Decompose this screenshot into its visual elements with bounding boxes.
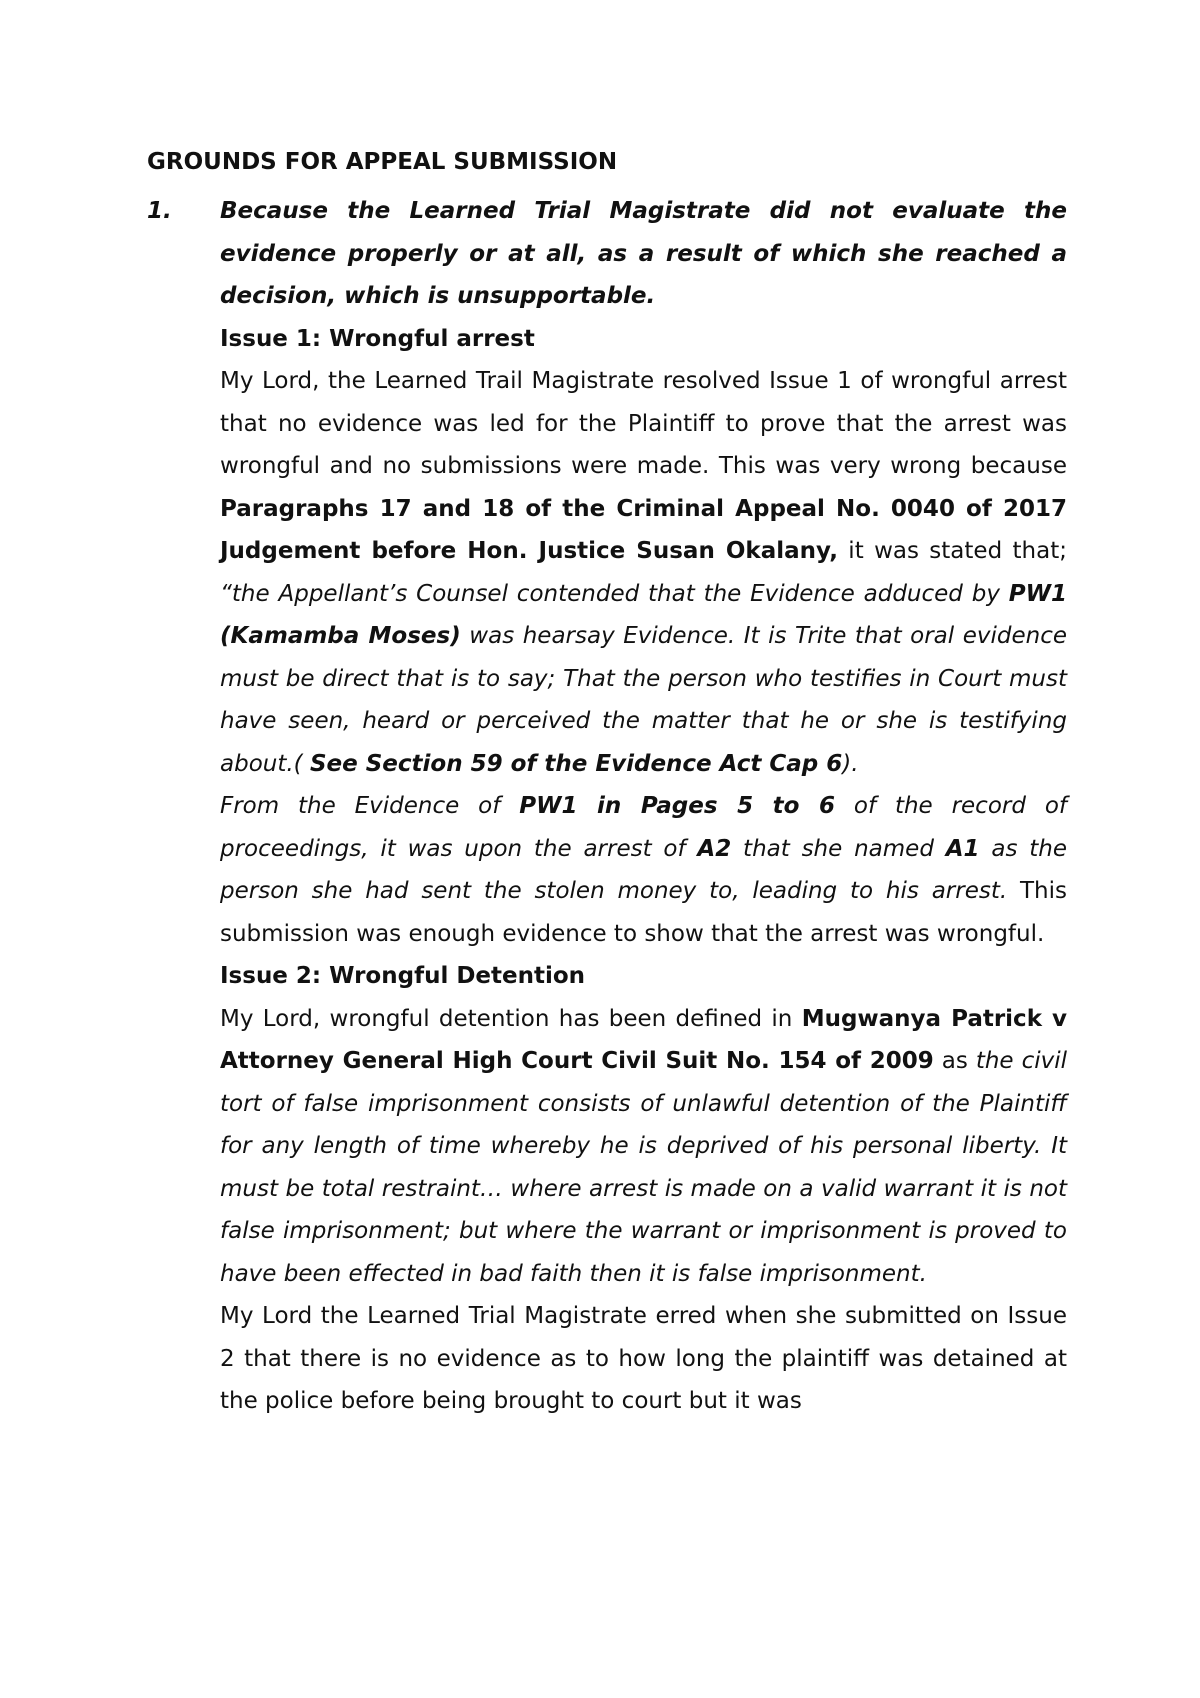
text-run: My Lord, the Learned Trail Magistrate resolved Issue 1 of wrongful arrest that no evidence was led for the Plaintiff to prove that the arrest was wrongful and no submissions were made. This was very wrong because — [220, 368, 1067, 479]
ground-body — [220, 190, 1067, 1423]
text-run-bold-italic: PW1 in Pages 5 to 6 — [519, 793, 836, 819]
text-run-bold: Paragraphs 17 and 18 of the Criminal Appeal No. 0040 of 2017 Judgement before Hon. Justice Susan Okalany, — [220, 495, 1067, 564]
text-run-italic: as the person she had sent the stolen money to, leading to his arrest. — [220, 835, 1067, 904]
ground-number: 1. — [147, 198, 172, 224]
text-run-bold-italic: A2 — [697, 835, 732, 862]
text-run-italic: was hearsay Evidence. It is Trite that oral evidence must be direct that is to say; That the person who testifies in Court must have seen, heard or perceived the matter that he or she is testifying about.( — [220, 623, 1067, 777]
issue-2-paragraph-1 — [220, 998, 1067, 1296]
text-run: it was stated that; — [837, 538, 1067, 564]
text-run-italic: the civil tort of false imprisonment consists of unlawful detention of the Plaintiff for any length of time whereby he is deprived of his personal liberty. It must be total restraint… where arrest is made on a valid warrant it is not false imprisonment; but where the warrant or imprisonment is proved to have been effected in bad faith then it is false imprisonment. — [220, 1048, 1068, 1287]
document-heading: GROUNDS FOR APPEAL SUBMISSION — [147, 149, 618, 175]
text-run-bold-italic: PW1 (Kamamba Moses) — [220, 580, 1067, 649]
issue-2-heading: Issue 2: Wrongful Detention — [220, 963, 586, 989]
text-run-italic: “the Appellant’s Counsel contended that the Evidence adduced by — [220, 580, 1009, 607]
issue-1-heading: Issue 1: Wrongful arrest — [220, 325, 535, 352]
issue-1-paragraph-1 — [220, 360, 1067, 785]
text-run-bold: Mugwanya Patrick v Attorney General High Court Civil Suit No. 154 of 2009 — [220, 1005, 1067, 1074]
ground-1 — [147, 190, 1067, 1423]
text-run-italic: of the record of proceedings, it was upon the arrest of — [220, 793, 1067, 862]
issue-1-paragraph-2 — [220, 785, 1067, 955]
text-run: as — [933, 1048, 976, 1074]
text-run: This submission was enough evidence to show that the arrest was wrongful. — [220, 878, 1068, 947]
text-run-bold-italic: See Section 59 of the Evidence Act Cap 6 — [309, 750, 843, 777]
text-run-bold-italic: A1 — [945, 835, 980, 862]
text-run: My Lord, wrongful detention has been defined in — [220, 1005, 802, 1032]
text-run-italic: From the Evidence of — [220, 793, 520, 819]
issue-2-paragraph-2: My Lord the Learned Trial Magistrate erred when she submitted on Issue 2 that there is no evidence as to how long the plaintiff was detained at the police before being brought to court but it was — [220, 1303, 1067, 1414]
text-run-italic: ). — [842, 750, 859, 777]
ground-title: Because the Learned Trial Magistrate did not evaluate the evidence properly or at all, as a result of which she reached a decision, which is unsupportable. — [220, 198, 1067, 309]
text-run-italic: that she named — [731, 835, 946, 862]
